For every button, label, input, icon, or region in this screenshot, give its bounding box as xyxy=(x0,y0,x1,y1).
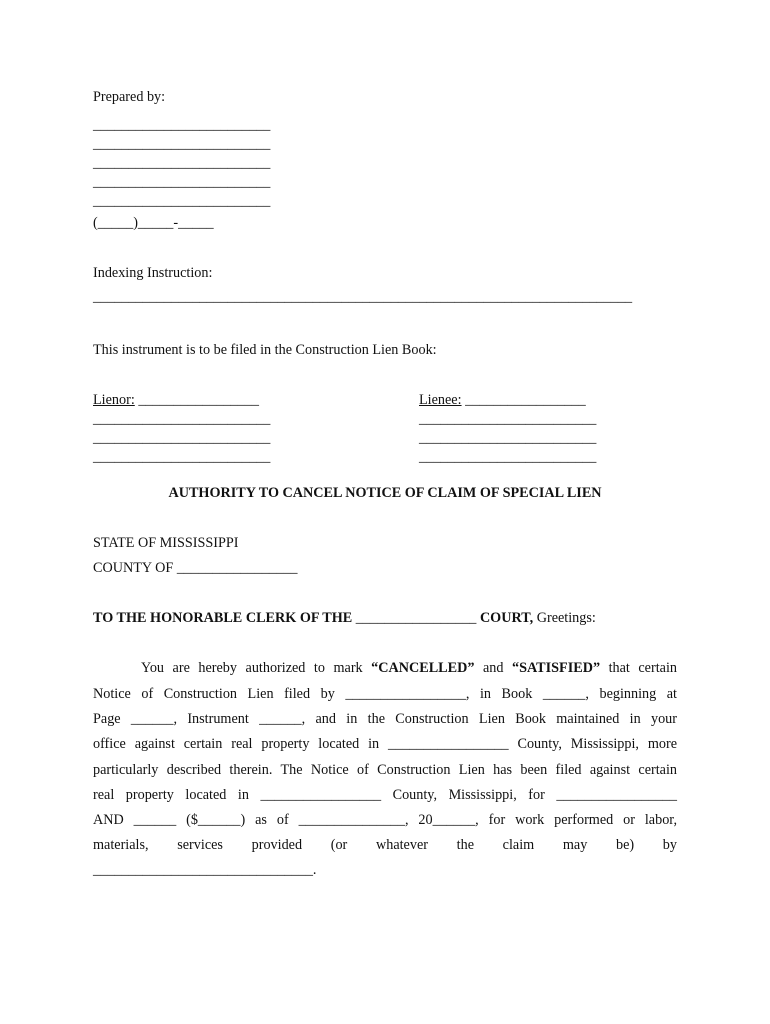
lienor-row xyxy=(93,391,259,409)
cancelled-term: “CANCELLED” xyxy=(371,660,475,676)
body-last-line: _______________________________. xyxy=(93,862,317,878)
body-line: Notice of Construction Lien filed by _________________, in Book ______, beginning at xyxy=(93,686,677,702)
body-line: AND ______ ($______) as of _______________, 20______, for work performed or labor, xyxy=(93,812,677,828)
indexing-label: Indexing Instruction: xyxy=(93,265,213,281)
salutation-clerk: TO THE HONORABLE CLERK OF THE xyxy=(93,610,353,626)
body-text: that certain xyxy=(600,660,677,676)
salutation-court: COURT, xyxy=(479,610,534,626)
body-text: You are hereby authorized to mark xyxy=(141,660,372,676)
preparer-line: _________________________ xyxy=(93,174,271,190)
lienee-line: _________________________ xyxy=(419,430,597,446)
salutation-blank: _________________ xyxy=(352,610,480,626)
venue-county: COUNTY OF _________________ xyxy=(93,560,298,576)
lienee-row xyxy=(419,391,586,409)
lienor-line: _________________________ xyxy=(93,430,271,446)
salutation xyxy=(93,609,596,627)
preparer-line: _________________________ xyxy=(93,117,271,133)
prepared-by-label: Prepared by: xyxy=(93,89,166,105)
preparer-line: _________________________ xyxy=(93,193,271,209)
body-line: particularly described therein. The Notice of Construction Lien has been filed against certain xyxy=(93,762,677,778)
document-title: AUTHORITY TO CANCEL NOTICE OF CLAIM OF SPECIAL LIEN xyxy=(168,485,602,501)
lienor-line: _________________________ xyxy=(93,449,271,465)
filing-statement: This instrument is to be filed in the Construction Lien Book: xyxy=(93,342,437,358)
body-line: Page ______, Instrument ______, and in the Construction Lien Book maintained in your xyxy=(93,711,677,727)
lienee-label: Lienee: xyxy=(419,392,462,408)
lienee-line: _________________________ xyxy=(419,449,597,465)
preparer-phone: (_____)_____-_____ xyxy=(93,215,214,231)
lienor-line: _________________________ xyxy=(93,411,271,427)
salutation-greeting: Greetings: xyxy=(533,610,596,626)
body-text: and xyxy=(474,660,512,676)
venue-state: STATE OF MISSISSIPPI xyxy=(93,535,239,551)
lienor-blank: _________________ xyxy=(134,392,259,408)
lienee-line: _________________________ xyxy=(419,411,597,427)
preparer-line: _________________________ xyxy=(93,155,271,171)
lienee-blank: _________________ xyxy=(461,392,586,408)
body-line: office against certain real property located in _________________ County, Mississippi, more xyxy=(93,736,677,752)
preparer-line: _________________________ xyxy=(93,136,271,152)
satisfied-term: “SATISFIED” xyxy=(512,660,601,676)
indexing-line: ____________________________________________________________________________ xyxy=(93,289,633,305)
lienor-label: Lienor: xyxy=(93,392,135,408)
body-line: materials, services provided (or whatever the claim may be) by xyxy=(93,837,677,853)
body-line: real property located in _________________ County, Mississippi, for _________________ xyxy=(93,787,677,803)
body-line-1 xyxy=(141,659,677,677)
